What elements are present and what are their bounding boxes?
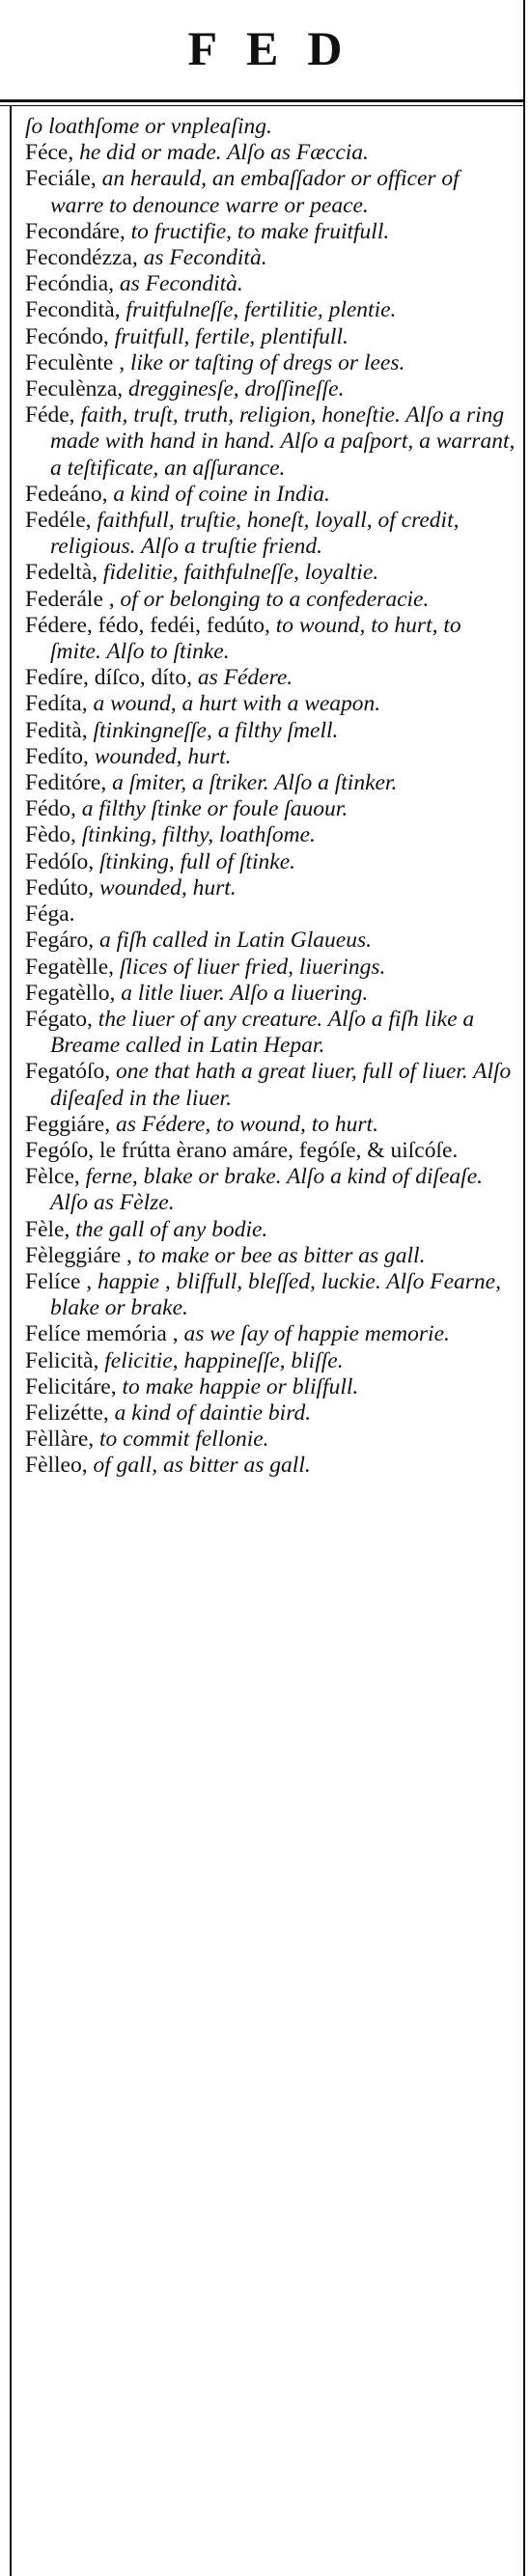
dictionary-entry <box>25 402 516 482</box>
entry-definition: ſtinking, full of ſtinke. <box>94 848 296 874</box>
dictionary-entry <box>25 981 516 1007</box>
dictionary-entry <box>25 587 516 613</box>
entry-headword: Felicità, <box>25 1347 99 1373</box>
entry-definition: as Fédere. <box>191 665 293 691</box>
entry-headword: Féde, <box>25 402 75 429</box>
entry-headword: Fégato, <box>25 1006 93 1032</box>
entry-headword: Fedeáno, <box>25 481 108 507</box>
dictionary-entry <box>25 114 516 140</box>
dictionary-entry <box>25 822 516 848</box>
entry-definition: faith, truſt, truth, religion, honeſtie. Alſo a ring made with hand in hand. Alſo a paſport, a warrant, a teſtificate, an aſſurance. <box>50 402 516 481</box>
entry-definition: the gall of any bodie. <box>70 1216 268 1242</box>
dictionary-entry <box>25 1374 516 1400</box>
entry-headword: Fedíta, <box>25 691 88 717</box>
dictionary-entry <box>25 691 516 717</box>
entry-definition: fruitfulneſſe, fertilitie, plentie. <box>120 297 397 323</box>
entry-definition: to commit fellonie. <box>94 1426 269 1453</box>
entry-headword: Fecondità, <box>25 297 121 323</box>
entry-headword: Feculènte , <box>25 349 126 375</box>
entry-headword: Felicitáre, <box>25 1373 117 1399</box>
entry-headword: Fegóſo, le frútta èrano amáre, fegóſe, & uiſcóſe. <box>25 1137 459 1163</box>
entry-definition: ferne, blake or brake. Alſo a kind of diſeaſe. Alſo as Fèlze. <box>50 1164 484 1216</box>
entry-headword: Fegáro, <box>25 928 95 954</box>
entry-headword: Fecóndia, <box>25 271 115 297</box>
dictionary-entry <box>25 955 516 981</box>
entry-list <box>25 114 516 1480</box>
dictionary-entry <box>25 1007 516 1059</box>
dictionary-entry <box>25 770 516 796</box>
entry-definition: wounded, hurt. <box>94 874 237 900</box>
entry-definition: fruitfull, fertile, plentifull. <box>108 323 349 349</box>
entry-headword: Féga. <box>25 901 75 928</box>
entry-definition: a kind of coine in India. <box>107 481 330 507</box>
entry-definition: ſo loathſome or vnpleaſing. <box>25 114 272 139</box>
entry-headword: Fèdo, <box>25 822 76 848</box>
entry-definition: to make happie or bliſfull. <box>116 1373 359 1399</box>
page-header <box>0 0 530 106</box>
dictionary-entry <box>25 245 516 271</box>
dictionary-entry <box>25 1138 516 1164</box>
header-rule-thin <box>0 105 524 106</box>
entry-definition: a wound, a hurt with a weapon. <box>87 691 381 717</box>
entry-headword: Fecondáre, <box>25 218 126 244</box>
dictionary-entry <box>25 901 516 928</box>
entry-definition: as Fecondità. <box>114 271 243 297</box>
entry-definition: the liuer of any creature. Alſo a fiſh like a Breame called in Latin Hepar. <box>50 1006 475 1059</box>
dictionary-entry <box>25 718 516 744</box>
entry-definition: as Fédere, to wound, to hurt. <box>110 1111 378 1137</box>
dictionary-entry <box>25 1348 516 1374</box>
entry-definition: a litle liuer. Alſo a liuering. <box>115 980 369 1006</box>
entry-headword: Fedità, <box>25 717 88 743</box>
dictionary-entry <box>25 350 516 376</box>
entry-headword: Fegatèllo, <box>25 980 116 1006</box>
entry-headword: Feditóre, <box>25 770 107 796</box>
dictionary-entry <box>25 324 516 350</box>
entry-headword: Federále , <box>25 586 115 612</box>
entry-headword: Felíce memória , <box>25 1321 179 1347</box>
dictionary-entry <box>25 1400 516 1426</box>
dictionary-entry <box>25 1217 516 1243</box>
entry-definition: he did or made. Alſo as Fæccia. <box>73 140 369 166</box>
dictionary-entry <box>25 928 516 954</box>
dictionary-entry <box>25 1112 516 1138</box>
entry-definition: wounded, hurt. <box>88 743 232 769</box>
dictionary-entry <box>25 849 516 875</box>
dictionary-entry <box>25 219 516 245</box>
entry-headword: Feculènza, <box>25 376 124 402</box>
entry-headword: Fèlce, <box>25 1164 80 1190</box>
dictionary-entry <box>25 744 516 770</box>
dictionary-entry <box>25 1269 516 1321</box>
entry-definition: a ſmiter, a ſtriker. Alſo a ſtinker. <box>106 770 398 796</box>
dictionary-entry <box>25 271 516 297</box>
entry-definition: happie , bliſfull, bleſſed, luckie. Alſo Fearne, blake or brake. <box>50 1268 501 1321</box>
entry-headword: Fecóndo, <box>25 323 109 349</box>
dictionary-entry <box>25 482 516 508</box>
entry-headword: Fegatóſo, <box>25 1059 111 1085</box>
entry-definition: felicitie, happineſſe, bliſſe. <box>98 1347 344 1373</box>
entry-definition: to fructifie, to make fruitfull. <box>125 218 390 244</box>
entry-definition: faithfull, truſtie, honeſt, loyall, of credit, religious. Alſo a truſtie friend. <box>50 508 460 560</box>
dictionary-entry <box>25 297 516 323</box>
entry-definition: to make or bee as bitter as gall. <box>131 1242 426 1268</box>
entry-definition: ſtinking, filthy, loathſome. <box>75 822 316 848</box>
dictionary-entry <box>25 1164 516 1216</box>
dictionary-entry <box>25 140 516 166</box>
entry-headword: Fedíto, <box>25 743 89 769</box>
running-head: FED <box>187 21 372 75</box>
entry-headword: Fèlleo, <box>25 1453 88 1479</box>
entry-headword: Feggiáre, <box>25 1111 111 1137</box>
entry-headword: Fedíre, díſco, díto, <box>25 665 192 691</box>
entry-definition: as Fecondità. <box>137 245 267 271</box>
entry-headword: Fédere, fédo, fedéi, fedúto, <box>25 612 270 638</box>
entry-headword: Fedeltà, <box>25 560 98 586</box>
dictionary-entry <box>25 796 516 822</box>
dictionary-entry <box>25 665 516 691</box>
entry-definition: dregginesſe, droſſineſſe. <box>123 376 345 402</box>
entry-headword: Fedóſo, <box>25 848 95 874</box>
dictionary-entry <box>25 1426 516 1453</box>
dictionary-entry <box>25 508 516 560</box>
entry-headword: Felizétte, <box>25 1399 109 1426</box>
entry-definition: a fiſh called in Latin Glaueus. <box>94 928 373 954</box>
entry-definition: fidelitie, faithfulneſſe, loyaltie. <box>98 560 379 586</box>
entry-definition: like or taſting of dregs or lees. <box>125 349 405 375</box>
entry-definition: a kind of daintie bird. <box>108 1399 312 1426</box>
entry-headword: Fedéle, <box>25 508 92 534</box>
entry-headword: Felíce , <box>25 1268 93 1294</box>
entry-headword: Fédo, <box>25 796 76 822</box>
entry-definition: ſtinkingneſſe, a filthy ſmell. <box>87 717 339 743</box>
dictionary-entry <box>25 1321 516 1347</box>
entry-definition: a filthy ſtinke or foule ſauour. <box>75 796 349 822</box>
entry-headword: Feciále, <box>25 166 97 192</box>
entry-headword: Fegatèlle, <box>25 954 115 980</box>
entry-definition: to wound, to hurt, to ſmite. Alſo to ſtinke. <box>50 612 461 665</box>
dictionary-entry <box>25 376 516 402</box>
entry-definition: of gall, as bitter as gall. <box>87 1453 311 1479</box>
entry-headword: Fedúto, <box>25 874 95 900</box>
entry-headword: Fèllàre, <box>25 1426 95 1453</box>
entry-headword: Féce, <box>25 140 74 166</box>
entry-definition: of or belonging to a confederacie. <box>114 586 430 612</box>
dictionary-entry <box>25 613 516 665</box>
dictionary-entry <box>25 1243 516 1269</box>
dictionary-entry <box>25 875 516 901</box>
entry-definition: one that hath a great liuer, full of liuer. Alſo diſeaſed in the liuer. <box>50 1059 512 1111</box>
dictionary-entry <box>25 166 516 218</box>
entry-definition: an herauld, an embaſſador or officer of warre to denounce warre or peace. <box>50 166 460 218</box>
entry-definition: as we ſay of happie memorie. <box>178 1321 450 1347</box>
entry-definition: ſlices of liuer fried, liuerings. <box>114 954 386 980</box>
dictionary-entry <box>25 1059 516 1111</box>
column-rule-right <box>523 0 525 2576</box>
entry-headword: Fèleggiáre , <box>25 1242 132 1268</box>
column-rule-left <box>10 106 12 2576</box>
dictionary-entry <box>25 560 516 586</box>
entry-headword: Fèle, <box>25 1216 70 1242</box>
entry-headword: Fecondézza, <box>25 245 138 271</box>
dictionary-entry <box>25 1453 516 1479</box>
header-rule-thick <box>0 99 524 102</box>
